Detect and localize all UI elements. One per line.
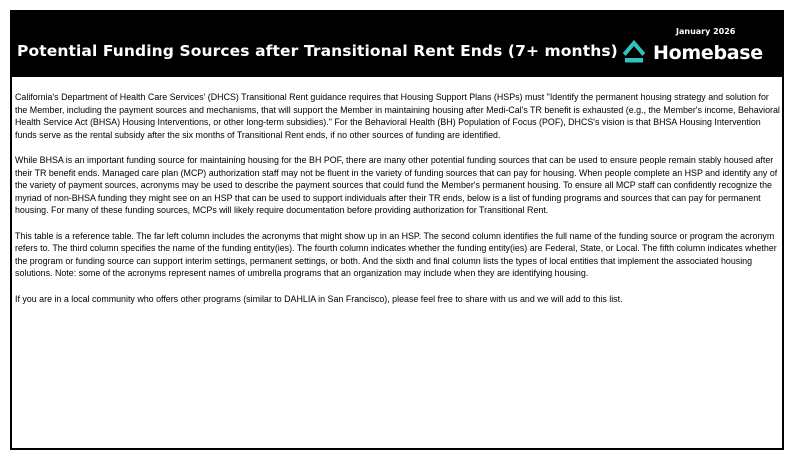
page-title: Potential Funding Sources after Transitional Rent Ends (7+ months) bbox=[17, 42, 618, 60]
document-frame bbox=[10, 10, 784, 450]
house-chevron-icon bbox=[623, 40, 645, 66]
header-banner bbox=[12, 12, 782, 77]
brand-name: Homebase bbox=[653, 42, 763, 64]
paragraph-tr-guidance: California's Department of Health Care Services' (DHCS) Transitional Rent guidance requires that Housing Support Plans (HSPs) must "Identify the permanent housing strategy and solution for the Member, including the payment sources and mechanisms, that will support the Member in maintaining housing after Medi-Cal's TR benefit is exhausted (e.g., the Member's income, Behavioral Health Service Act (BHSA) Housing Interventions, or other long-term subsidies)." For the Behavioral Health (BH) Population of Focus (POF), DHCS's vision is that BHSA Housing Intervention funds serve as the rental subsidy after the six months of Transitional Rent ends, if no other sources of funding are identified. bbox=[15, 92, 780, 140]
paragraph-table-guide: This table is a reference table. The far left column includes the acronyms that might show up in an HSP. The second column identifies the full name of the funding source or program the acronym refers to. The third column specifies the name of the funding entity(ies). The fourth column indicates whether the funding entity(ies) are Federal, State, or Local. The fifth column indicates whether the program or funding source can support interim settings, permanent settings, or both. And the sixth and final column lists the types of local entities that implement the associated housing solutions. Note: some of the acronyms represent names of umbrella programs that an organization may include when they are identifying housing. bbox=[15, 230, 777, 279]
intro-body bbox=[15, 91, 783, 318]
publication-date: January 2026 bbox=[676, 27, 736, 36]
paragraph-share-request: If you are in a local community who offers other programs (similar to DAHLIA in San Francisco), please feel free to share with us and we will add to this list. bbox=[15, 293, 623, 304]
homebase-logo bbox=[623, 40, 763, 66]
paragraph-bhsa-sources: While BHSA is an important funding source for maintaining housing for the BH POF, there are many other potential funding sources that can be used to ensure people remain stably housed after their TR benefit ends. Managed care plan (MCP) authorization staff may not be fluent in the variety of funding sources that can pay for housing. When people complete an HSP and identify any of the variety of payment sources, acronyms may be used to describe the payment sources that could fund the Member's permanent housing. To ensure all MCP staff can confidently recognize the myriad of non-BHSA funding they might see on an HSP that can be used to support individuals after their TR ends, below is a list of funding programs and sources that can pay for permanent housing. For many of these funding sources, MCPs will likely require documentation before providing authorization for Transitional Rent. bbox=[15, 154, 778, 216]
